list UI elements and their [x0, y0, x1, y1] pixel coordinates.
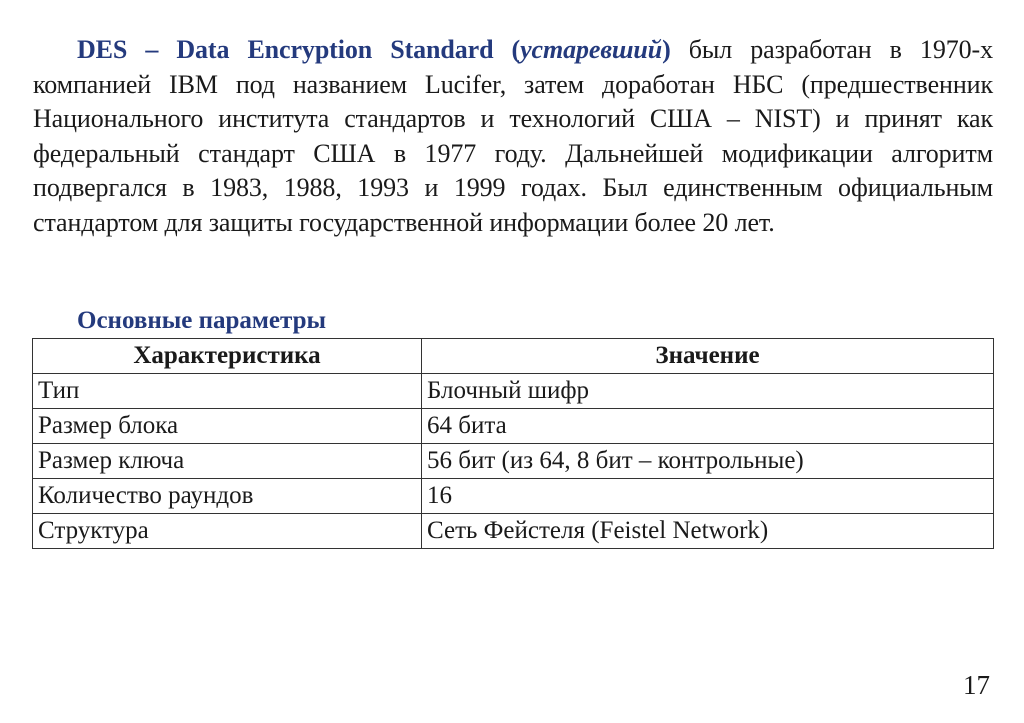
header-value: Значение — [422, 339, 994, 374]
row-value: Сеть Фейстеля (Feistel Network) — [422, 514, 994, 549]
intro-lead: DES – Data Encryption Standard — [77, 35, 494, 64]
row-characteristic: Размер блока — [33, 409, 422, 444]
table-header-row — [33, 339, 994, 374]
header-characteristic: Характеристика — [33, 339, 422, 374]
row-characteristic: Структура — [33, 514, 422, 549]
table-row — [33, 374, 994, 409]
section-title: Основные параметры — [77, 307, 327, 334]
table-row — [33, 479, 994, 514]
table-row — [33, 409, 994, 444]
intro-body: был разработан в 1970-х компанией IBM под названием Lucifer, затем доработан НБС (предшественник Национального института стандартов и технологий США – NIST) и принят как федеральный стандарт США в 1977 году. Дальнейшей модификации алгоритм подвергался в 1983, 1988, 1993 и 1999 годах. Был единственным официальным стандартом для защиты государственной информации более 20 лет. — [33, 35, 993, 237]
parameters-table — [32, 338, 994, 549]
row-characteristic: Тип — [33, 374, 422, 409]
row-value: 16 — [422, 479, 994, 514]
intro-paragraph — [33, 33, 993, 240]
row-characteristic: Количество раундов — [33, 479, 422, 514]
intro-paren-open: ( — [493, 35, 521, 64]
row-characteristic: Размер ключа — [33, 444, 422, 479]
table-row — [33, 444, 994, 479]
row-value: Блочный шифр — [422, 374, 994, 409]
intro-lead-italic: устаревший — [520, 35, 663, 64]
row-value: 56 бит (из 64, 8 бит – контрольные) — [422, 444, 994, 479]
intro-paren-close: ) — [662, 35, 671, 64]
row-value: 64 бита — [422, 409, 994, 444]
page-number: 17 — [963, 670, 990, 700]
table-row — [33, 514, 994, 549]
